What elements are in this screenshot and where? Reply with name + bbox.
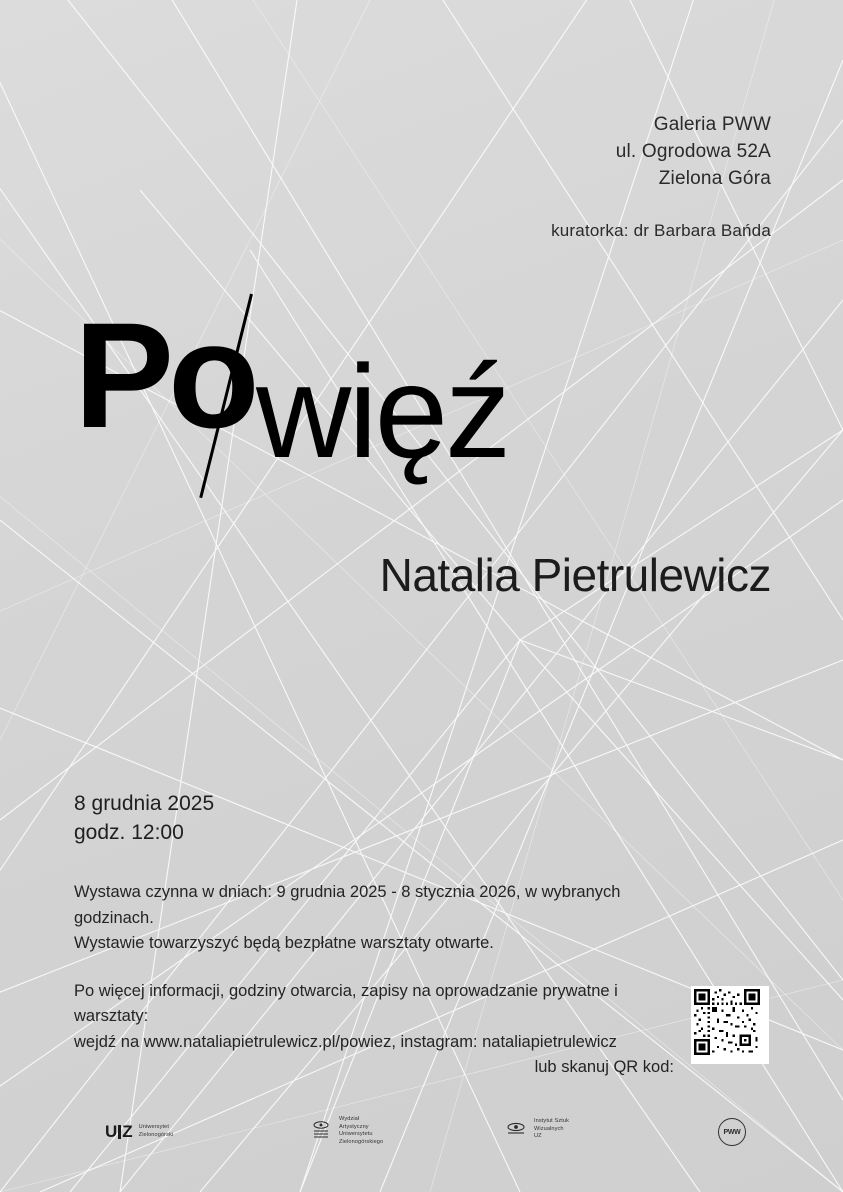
- curator-line: kuratorka: dr Barbara Bańda: [551, 220, 771, 240]
- logo-pww: [718, 1118, 746, 1146]
- logo-faculty: [310, 1116, 383, 1146]
- opening-date: 8 grudnia 2025: [74, 792, 215, 815]
- logo-faculty-text: Wydział Artystyczny Uniwersytetu Zielonogórskiego: [339, 1116, 384, 1145]
- title-overlay-text: więź: [256, 338, 509, 485]
- info-line-2: Wystawie towarzyszyć będą bezpłatne warsztaty otwarte.: [74, 934, 494, 953]
- info-line-5: lub skanuj QR kod:: [534, 1058, 674, 1077]
- logo-institute-text: Instytut Sztuk Wizualnych UZ: [534, 1118, 569, 1140]
- uz-logo-icon: U Z: [105, 1122, 132, 1141]
- eye-logo-icon: [505, 1121, 527, 1137]
- venue-city: Zielona Góra: [658, 167, 771, 189]
- venue-gallery: Galeria PWW: [653, 114, 771, 135]
- paragraph-spacer: [74, 957, 674, 979]
- opening-date-block: [74, 790, 214, 848]
- footer-logos: [0, 1114, 843, 1158]
- info-block: [74, 880, 674, 1081]
- pww-circle-icon: PWW: [718, 1118, 746, 1146]
- logo-university: [105, 1122, 173, 1142]
- venue-street: ul. Ogrodowa 52A: [615, 140, 771, 162]
- info-line-3: Po więcej informacji, godziny otwarcia, zapisy na oprowadzanie prywatne i warsztaty:: [74, 981, 618, 1026]
- title-main-text: Po: [74, 291, 254, 459]
- venue-block: [551, 112, 771, 243]
- opening-time: godz. 12:00: [74, 820, 184, 844]
- info-line-4: wejdź na www.nataliapietrulewicz.pl/powiez, instagram: nataliapietrulewicz: [74, 1032, 617, 1051]
- artist-name: Natalia Pietrulewicz: [379, 549, 771, 601]
- qr-code[interactable]: [691, 986, 769, 1064]
- eye-logo-icon: [310, 1120, 332, 1142]
- logo-institute: [505, 1118, 569, 1141]
- logo-university-text: Uniwersytet Zielonogórski: [138, 1124, 174, 1138]
- poster-title: [0, 291, 843, 530]
- info-line-1: Wystawa czynna w dniach: 9 grudnia 2025 - 8 stycznia 2026, w wybranych godzinach.: [74, 883, 621, 927]
